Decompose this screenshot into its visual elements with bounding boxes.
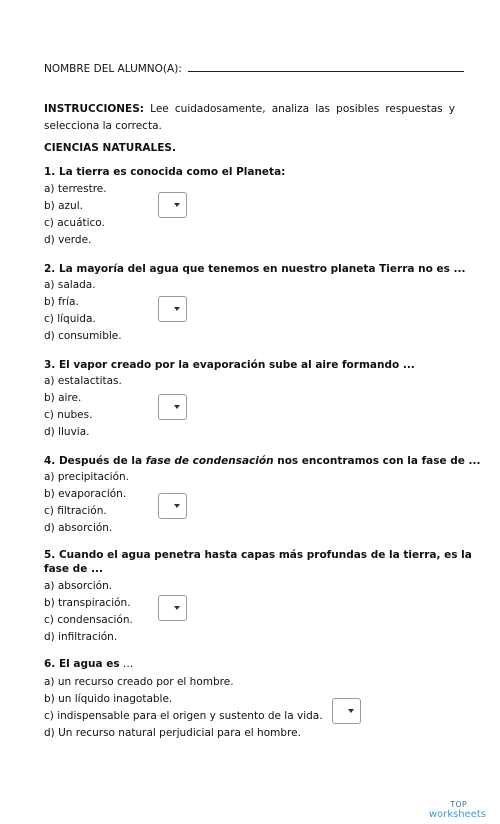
question-1-option-c: c) acuático. (44, 217, 105, 229)
section-title: CIENCIAS NATURALES. (44, 142, 176, 154)
instructions-line-2: selecciona la correcta. (44, 120, 162, 132)
question-1-title: 1. La tierra es conocida como el Planeta: (44, 166, 286, 178)
question-5-option-c: c) condensación. (44, 614, 133, 626)
question-4-title-end: nos encontramos con la fase de ... (273, 455, 481, 467)
instructions-text-1: Lee cuidadosamente, analiza las posibles respuestas y (150, 103, 455, 115)
chevron-down-icon (174, 203, 180, 207)
question-4-title-start: 4. Después de la (44, 455, 146, 467)
question-1-option-a: a) terrestre. (44, 183, 107, 195)
question-2-option-d: d) consumible. (44, 330, 122, 342)
question-5-option-a: a) absorción. (44, 580, 113, 592)
question-6-title-ellipsis: … (122, 658, 134, 670)
question-6-title-text: 6. El agua es (44, 658, 120, 670)
question-2-title: 2. La mayoría del agua que tenemos en nuestro planeta Tierra no es ... (44, 263, 466, 275)
question-3-option-c: c) nubes. (44, 409, 93, 421)
question-4-answer-dropdown[interactable] (158, 493, 187, 519)
student-name-label: NOMBRE DEL ALUMNO(A): (44, 63, 182, 75)
topworksheets-logo[interactable] (429, 801, 486, 820)
chevron-down-icon (174, 504, 180, 508)
chevron-down-icon (348, 709, 354, 713)
question-5-answer-dropdown[interactable] (158, 595, 187, 621)
instructions-line-1 (44, 101, 455, 118)
question-6-option-a: a) un recurso creado por el hombre. (44, 676, 234, 688)
question-2-option-a: a) salada. (44, 279, 96, 291)
question-5-option-d: d) infiltración. (44, 631, 118, 643)
chevron-down-icon (174, 606, 180, 610)
question-4-option-b: b) evaporación. (44, 488, 127, 500)
question-6-option-b: b) un líquido inagotable. (44, 693, 173, 705)
question-2-option-b: b) fría. (44, 296, 79, 308)
question-4-title-emphasis: fase de condensación (145, 455, 274, 467)
question-1-option-d: d) verde. (44, 234, 92, 246)
question-6-answer-dropdown[interactable] (332, 698, 361, 724)
student-name-field (44, 60, 464, 75)
question-4-option-a: a) precipitación. (44, 471, 130, 483)
question-5-title-line-2: fase de ... (44, 563, 103, 575)
question-2-option-c: c) líquida. (44, 313, 96, 325)
question-5-title-line-1: 5. Cuando el agua penetra hasta capas más profundas de la tierra, es la (44, 549, 472, 561)
question-3-option-d: d) lluvia. (44, 426, 90, 438)
question-6-option-d: d) Un recurso natural perjudicial para el hombre. (44, 727, 301, 739)
question-3-option-b: b) aire. (44, 392, 82, 404)
student-name-blank-line (188, 60, 464, 72)
question-1-answer-dropdown[interactable] (158, 192, 187, 218)
question-4-title (44, 455, 481, 467)
question-6-option-c: c) indispensable para el origen y sustento de la vida. (44, 710, 323, 722)
instructions-label: INSTRUCCIONES: (44, 103, 144, 115)
question-1-option-b: b) azul. (44, 200, 83, 212)
logo-top-text: TOP (450, 800, 467, 809)
question-5-option-b: b) transpiración. (44, 597, 131, 609)
instructions (44, 101, 455, 135)
question-4-option-d: d) absorción. (44, 522, 113, 534)
question-3-answer-dropdown[interactable] (158, 394, 187, 420)
question-3-option-a: a) estalactitas. (44, 375, 122, 387)
question-6-title (44, 658, 133, 670)
chevron-down-icon (174, 405, 180, 409)
chevron-down-icon (174, 307, 180, 311)
question-4-option-c: c) filtración. (44, 505, 107, 517)
question-2-answer-dropdown[interactable] (158, 296, 187, 322)
logo-bottom-text: worksheets (428, 809, 486, 820)
question-3-title: 3. El vapor creado por la evaporación sube al aire formando ... (44, 359, 415, 371)
